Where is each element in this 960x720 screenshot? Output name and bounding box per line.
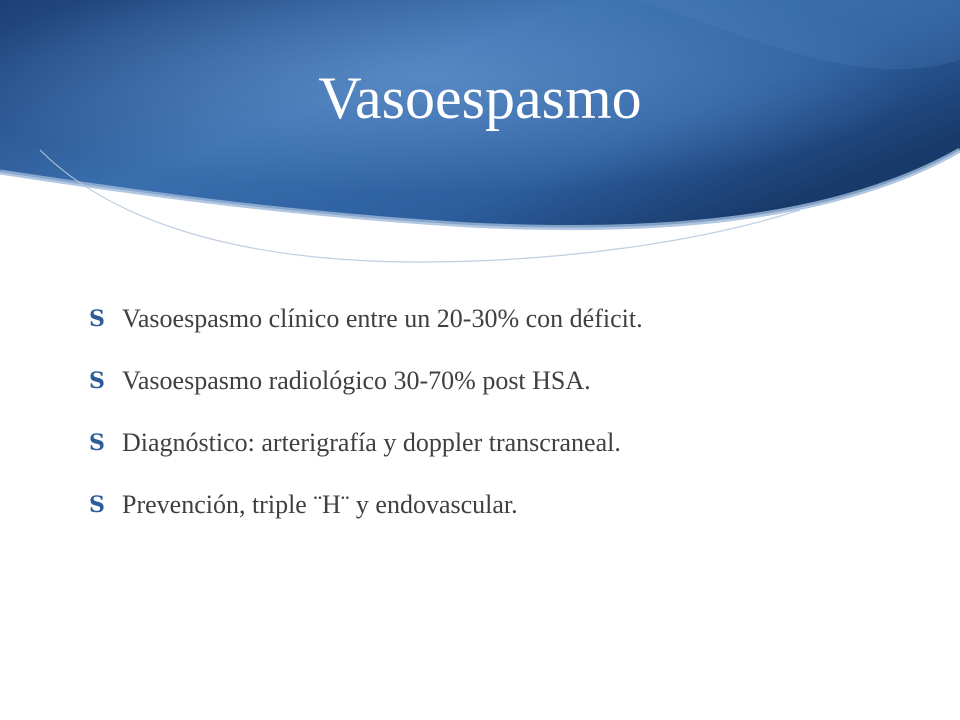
bullet-item [86,360,906,402]
bullet-text: Vasoespasmo clínico entre un 20-30% con déficit. [122,304,643,333]
bullet-item [86,298,906,340]
slide-title: Vasoespasmo [318,65,642,131]
s-bullet-icon: S [89,368,105,394]
bullet-text: Prevención, triple ¨H¨ y endovascular. [122,490,518,519]
bullet-item [86,484,906,526]
bullet-list [86,298,906,546]
bullet-text: Diagnóstico: arterigrafía y doppler transcraneal. [122,428,621,457]
s-bullet-icon: S [89,492,105,518]
s-bullet-icon: S [89,306,105,332]
bullet-text: Vasoespasmo radiológico 30-70% post HSA. [122,366,591,395]
s-bullet-icon: S [89,430,105,456]
bullet-item [86,422,906,464]
header-banner [0,0,960,280]
